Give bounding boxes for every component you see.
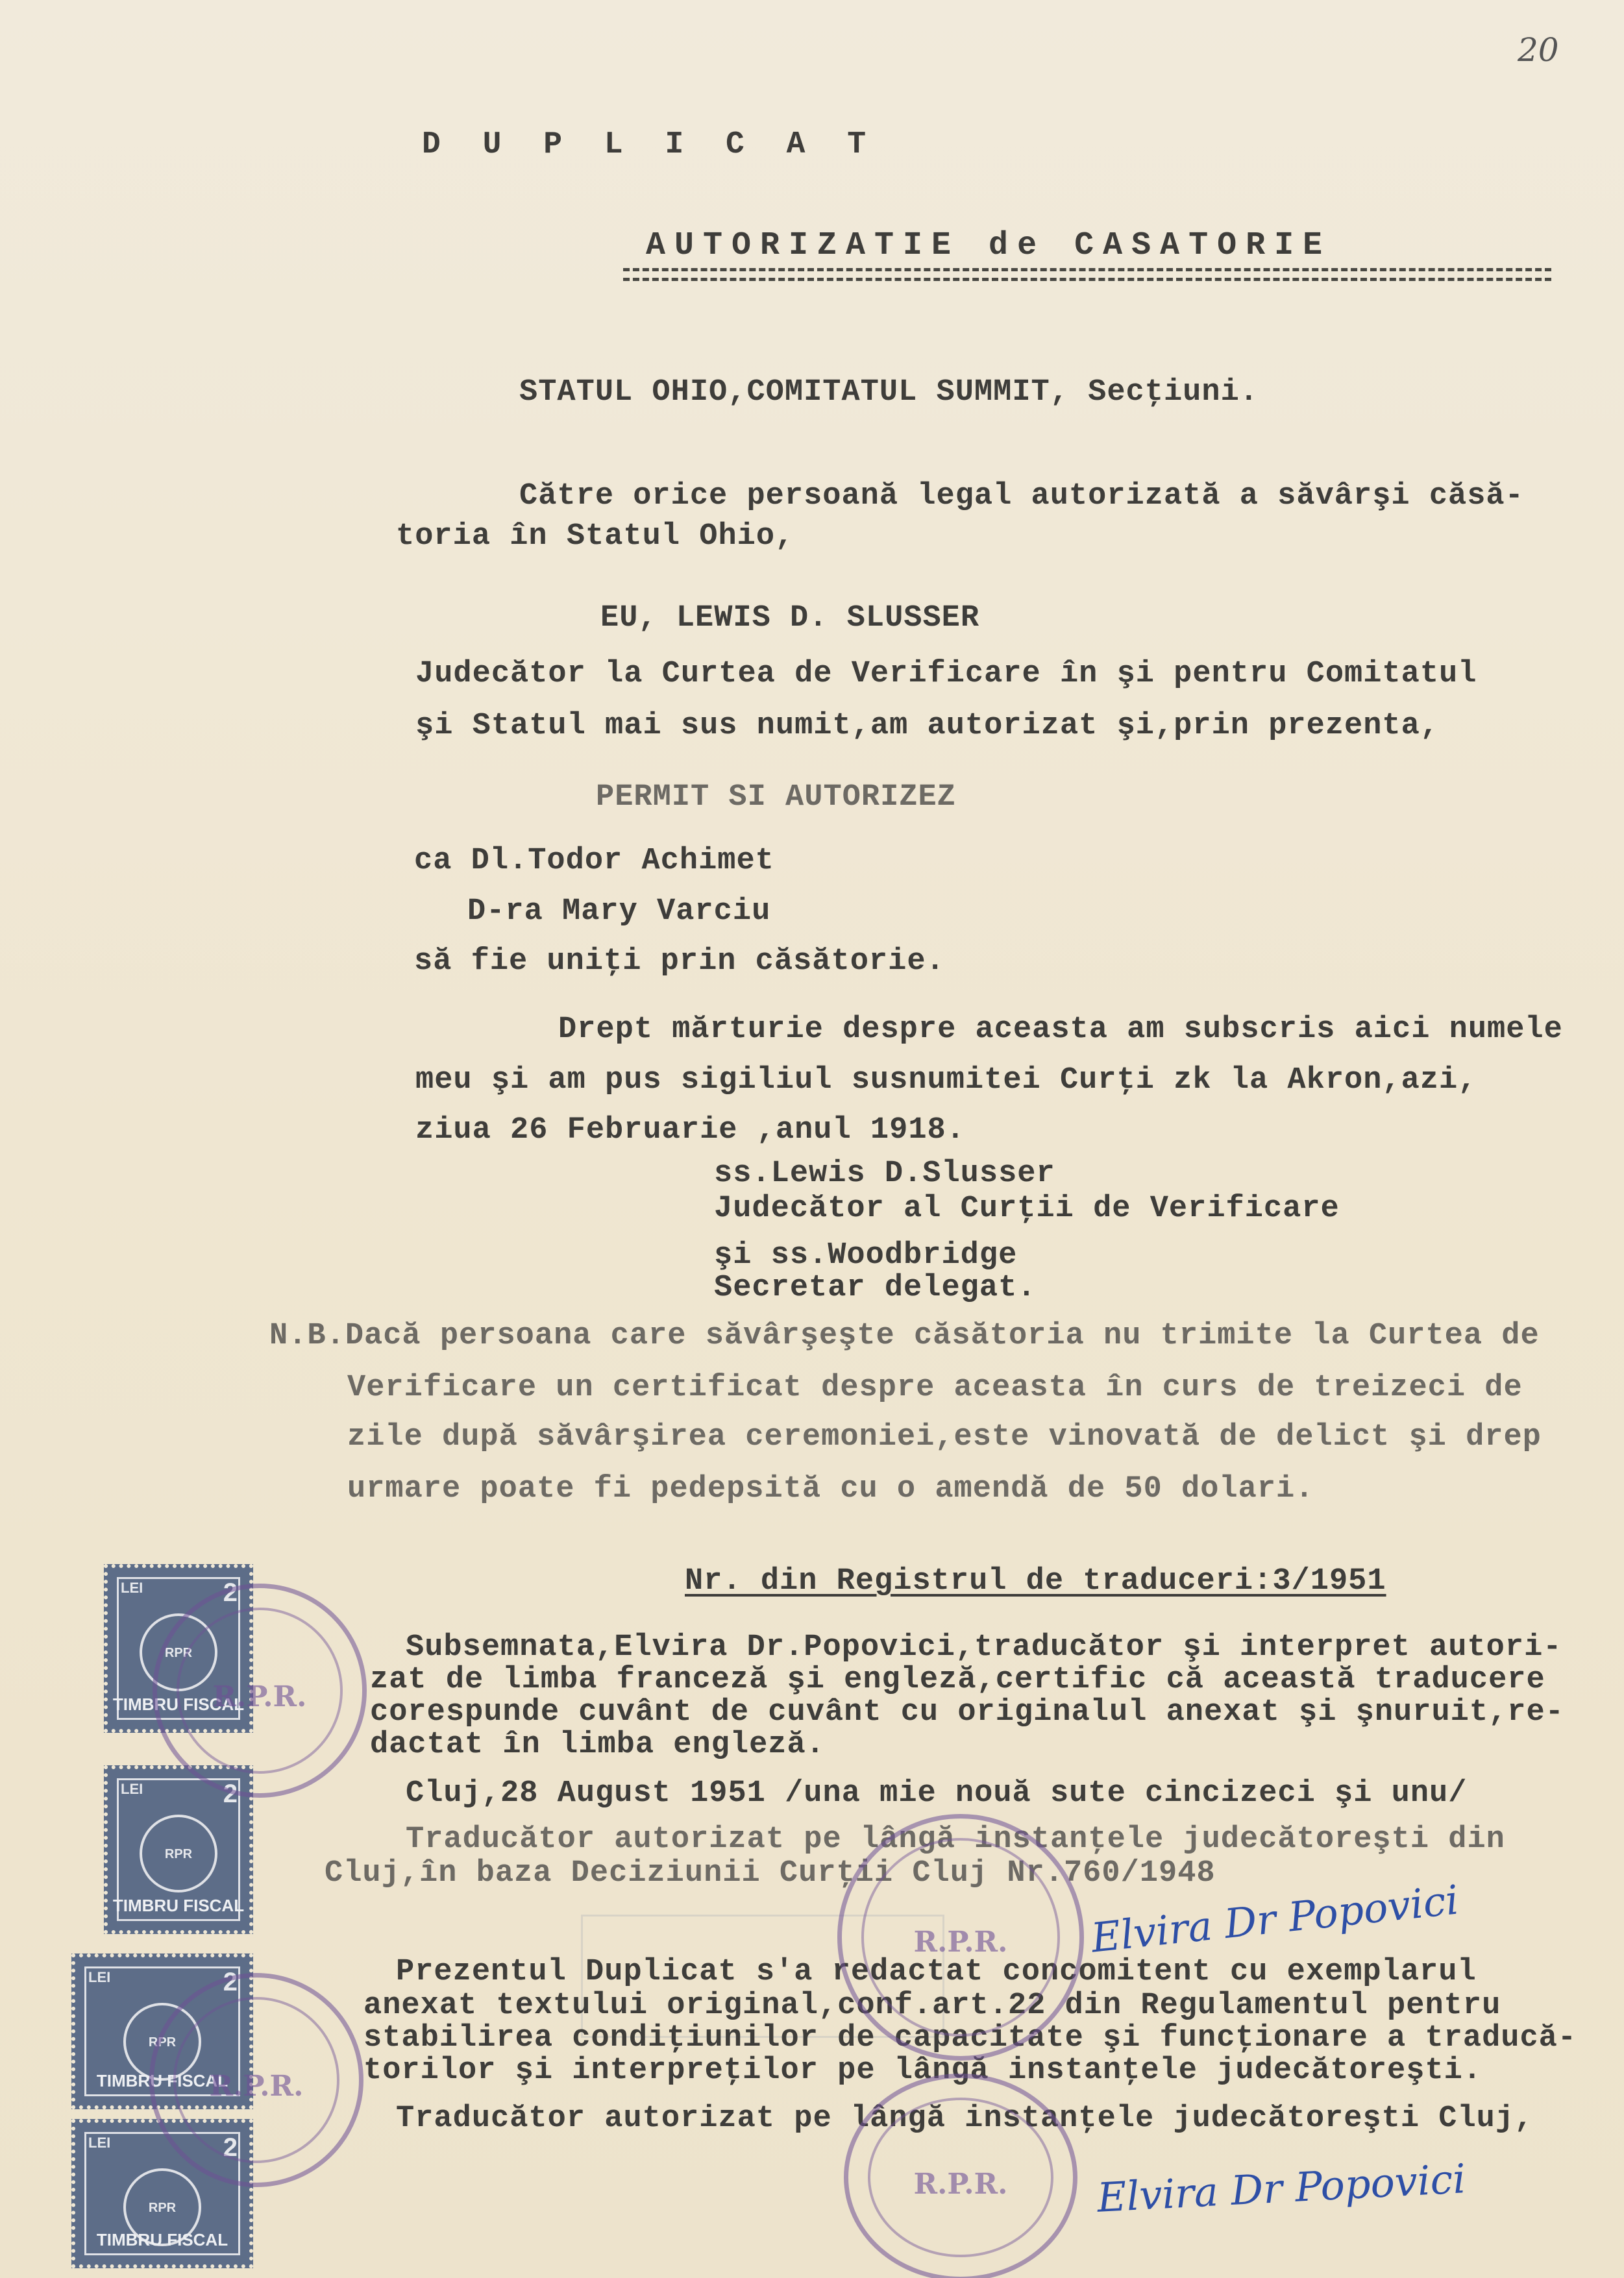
- duplicate-line: Traducător autorizat pe lângă instanţele judecătoreşti Cluj,: [396, 2101, 1534, 2136]
- body-line: toria în Statul Ohio,: [396, 519, 794, 554]
- groom-line: ca Dl.Todor Achimet: [414, 844, 774, 878]
- translator-line: dactat în limba engleză.: [370, 1728, 825, 1762]
- signed-judge: ss.Lewis D.Slusser: [714, 1157, 1055, 1191]
- state-line: STATUL OHIO,COMITATUL SUMMIT, Secţiuni.: [519, 375, 1259, 410]
- title-underline-1: [623, 268, 1551, 271]
- translator-line: Traducător autorizat pe lângă instanţele judecătoreşti din: [406, 1822, 1505, 1857]
- translator-seal: R.P.R.: [153, 1584, 367, 1798]
- place-date-line: Cluj,28 August 1951 /una mie nouă sute cincizeci şi unu/: [406, 1776, 1468, 1811]
- translator-line: Subsemnata,Elvira Dr.Popovici,traducător şi interpret autori-: [406, 1630, 1562, 1665]
- translator-seal: R.P.R.: [837, 1814, 1084, 2061]
- permit-heading: PERMIT SI AUTORIZEZ: [596, 780, 956, 814]
- body-line: meu şi am pus sigiliul susnumitei Curţi zk la Akron,azi,: [415, 1063, 1477, 1097]
- body-line: să fie uniţi prin căsătorie.: [414, 944, 945, 979]
- translator-signature: Elvira Dr Popovici: [1089, 1876, 1461, 1962]
- translator-seal: R.P.R.: [149, 1973, 363, 2187]
- register-number: Nr. din Registrul de traduceri:3/1951: [685, 1564, 1386, 1598]
- fiscal-stamp: LEI 2 RPR TIMBRU FISCAL: [71, 2119, 253, 2268]
- fiscal-stamp: LEI 2 RPR TIMBRU FISCAL: [104, 1765, 253, 1934]
- fiscal-stamp: LEI 2 RPR TIMBRU FISCAL: [104, 1564, 253, 1733]
- translator-seal: R.P.R.: [844, 2074, 1077, 2278]
- translator-line: Cluj,în baza Deciziunii Curţii Cluj Nr.760/1948: [325, 1856, 1216, 1891]
- duplicate-line: torilor şi interpreţilor pe lângă instanţele judecătoreşti.: [363, 2053, 1483, 2088]
- duplicate-line: Prezentul Duplicat s'a redactat concomitent cu exemplarul: [396, 1955, 1477, 1989]
- note-line: Verificare un certificat despre aceasta în curs de treizeci de: [347, 1371, 1523, 1405]
- judge-name: EU, LEWIS D. SLUSSER: [600, 601, 980, 635]
- body-line: şi Statul mai sus numit,am autorizat şi,prin prezenta,: [415, 709, 1440, 743]
- note-line: zile după săvârşirea ceremoniei,este vinovată de delict şi drep: [347, 1420, 1542, 1454]
- duplicate-line: anexat textului original,conf.art.22 din Regulamentul pentru: [363, 1989, 1501, 2023]
- translator-signature: Elvira Dr Popovici: [1096, 2155, 1467, 2222]
- body-line: Către orice persoană legal autorizată a săvârşi căsă-: [519, 479, 1524, 513]
- duplicate-line: stabilirea condiţiunilor de capacitate şi funcţionare a traducă-: [363, 2021, 1577, 2055]
- title-underline-2: [623, 278, 1551, 281]
- note-line: urmare poate fi pedepsită cu o amendă de 50 dolari.: [347, 1472, 1314, 1506]
- duplicat-heading: D U P L I C A T: [422, 127, 878, 162]
- document-title: AUTORIZATIE de CASATORIE: [646, 227, 1332, 264]
- body-line: Drept mărturie despre aceasta am subscris aici numele: [558, 1012, 1563, 1047]
- note-line: N.B.Dacă persoana care săvârşeşte căsătoria nu trimite la Curtea de: [269, 1319, 1540, 1353]
- bride-line: D-ra Mary Varciu: [467, 894, 771, 929]
- judge-title: Judecător al Curţii de Verificare: [714, 1192, 1340, 1226]
- translator-line: corespunde cuvânt de cuvânt cu originalul anexat şi şnuruit,re-: [370, 1695, 1564, 1730]
- translator-line: zat de limba franceză şi engleză,certific că această traducere: [370, 1663, 1545, 1697]
- secretary-title: Secretar delegat.: [714, 1271, 1037, 1305]
- signed-secretary: şi ss.Woodbridge: [714, 1238, 1018, 1273]
- page-number: 20: [1518, 31, 1559, 69]
- date-line: ziua 26 Februarie ,anul 1918.: [415, 1113, 965, 1147]
- fiscal-stamp: LEI 2 RPR TIMBRU FISCAL: [71, 1953, 253, 2109]
- body-line: Judecător la Curtea de Verificare în şi pentru Comitatul: [415, 657, 1477, 691]
